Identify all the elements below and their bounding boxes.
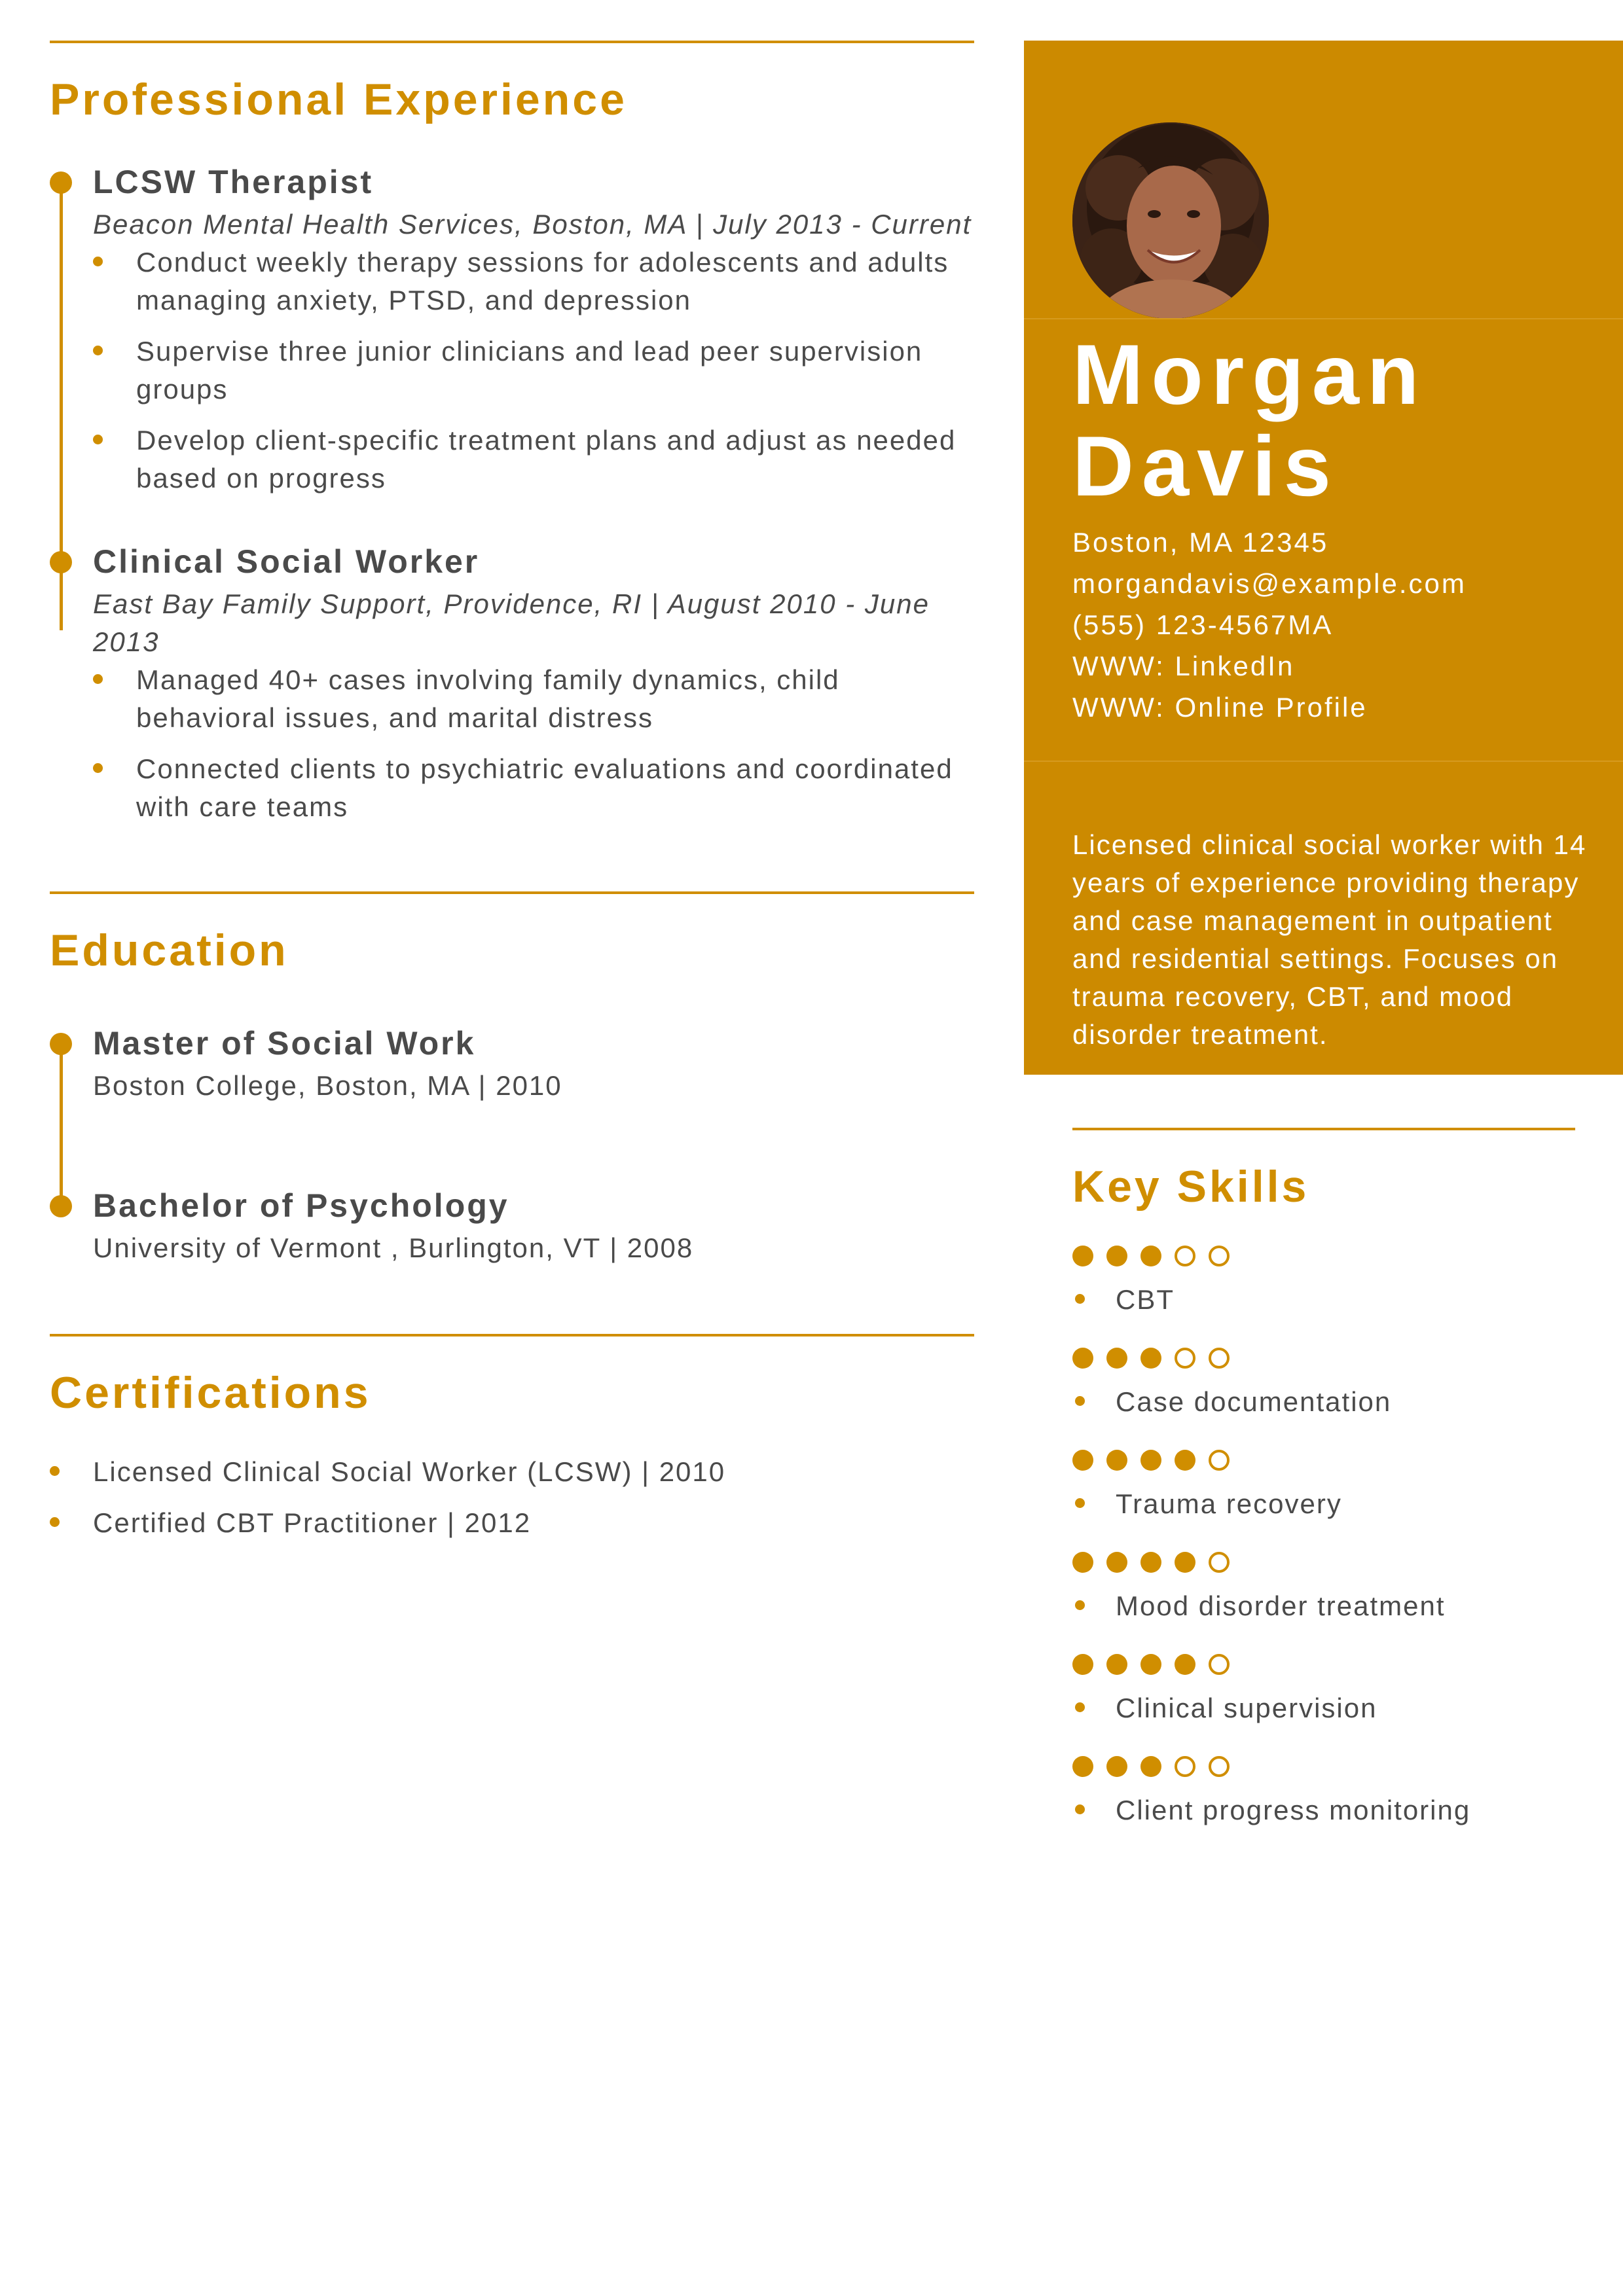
list-item: Conduct weekly therapy sessions for adolescents and adults managing anxiety, PTSD, and depression <box>93 243 974 319</box>
rating-dot-filled <box>1106 1450 1127 1471</box>
list-item: Licensed Clinical Social Worker (LCSW) | 2010 <box>50 1453 974 1491</box>
school: Boston College, Boston, MA | 2010 <box>93 1070 562 1101</box>
section-divider <box>1072 1128 1575 1130</box>
location: , Boston, MA <box>514 209 687 240</box>
experience-timeline <box>50 162 974 826</box>
skill-item <box>1072 1348 1575 1421</box>
panel-divider <box>1024 761 1623 762</box>
skills-section <box>1072 1128 1575 1829</box>
skill-item <box>1072 1450 1575 1523</box>
last-name: Davis <box>1072 418 1339 514</box>
job-title: LCSW Therapist <box>93 164 374 200</box>
rating-dot-filled <box>1106 1756 1127 1777</box>
rating-dot-filled <box>1140 1348 1161 1369</box>
rating-dot-empty <box>1209 1654 1230 1675</box>
rating-dot-filled <box>1140 1450 1161 1471</box>
main-column <box>50 41 974 1555</box>
skill-rating <box>1072 1756 1575 1777</box>
rating-dot-filled <box>1072 1756 1093 1777</box>
skill-name: Mood disorder treatment <box>1072 1587 1575 1625</box>
rating-dot-filled <box>1072 1348 1093 1369</box>
section-title-certifications: Certifications <box>50 1368 371 1418</box>
timeline-dot <box>50 1195 72 1217</box>
school: University of Vermont , Burlington, VT | 2008 <box>93 1232 694 1263</box>
rating-dot-empty <box>1175 1348 1195 1369</box>
skill-name: Client progress monitoring <box>1072 1791 1575 1829</box>
rating-dot-empty <box>1209 1450 1230 1471</box>
skill-name: Case documentation <box>1072 1383 1575 1421</box>
contact-info <box>1072 522 1467 728</box>
rating-dot-filled <box>1106 1348 1127 1369</box>
rating-dot-empty <box>1175 1246 1195 1266</box>
rating-dot-filled <box>1175 1654 1195 1675</box>
section-divider <box>50 891 974 894</box>
certification-list <box>50 1453 974 1542</box>
candidate-name <box>1072 329 1427 512</box>
skill-name: Trauma recovery <box>1072 1485 1575 1523</box>
rating-dot-filled <box>1072 1654 1093 1675</box>
rating-dot-filled <box>1140 1246 1161 1266</box>
panel-divider <box>1024 318 1623 319</box>
rating-dot-empty <box>1209 1756 1230 1777</box>
dates: | August 2010 - June 2013 <box>93 588 930 657</box>
website-link[interactable]: WWW: Online Profile <box>1072 692 1368 723</box>
rating-dot-filled <box>1106 1246 1127 1266</box>
section-title-skills: Key Skills <box>1072 1162 1309 1211</box>
list-item: Develop client-specific treatment plans and adjust as needed based on progress <box>93 422 974 497</box>
list-item: Supervise three junior clinicians and lead peer supervision groups <box>93 332 974 408</box>
rating-dot-filled <box>1175 1450 1195 1471</box>
rating-dot-empty <box>1209 1348 1230 1369</box>
rating-dot-filled <box>1140 1756 1161 1777</box>
list-item: Connected clients to psychiatric evaluations and coordinated with care teams <box>93 750 974 826</box>
profile-photo <box>1072 122 1269 319</box>
rating-dot-filled <box>1106 1552 1127 1573</box>
skill-item <box>1072 1246 1575 1319</box>
job-bullets <box>50 243 974 497</box>
company: East Bay Family Support <box>93 588 426 619</box>
first-name: Morgan <box>1072 327 1427 422</box>
list-item: Certified CBT Practitioner | 2012 <box>50 1504 974 1542</box>
job-meta <box>93 206 974 243</box>
education-entry <box>50 1186 974 1267</box>
rating-dot-filled <box>1072 1246 1093 1266</box>
address: Boston, MA 12345 <box>1072 527 1329 558</box>
rating-dot-filled <box>1072 1552 1093 1573</box>
rating-dot-empty <box>1175 1756 1195 1777</box>
rating-dot-filled <box>1072 1450 1093 1471</box>
phone: (555) 123-4567MA <box>1072 609 1334 640</box>
skill-rating <box>1072 1348 1575 1369</box>
section-divider <box>50 1334 974 1336</box>
job-title: Clinical Social Worker <box>93 543 480 580</box>
rating-dot-filled <box>1106 1654 1127 1675</box>
email-link[interactable]: morgandavis@example.com <box>1072 568 1467 599</box>
degree: Bachelor of Psychology <box>93 1187 509 1224</box>
skill-name: Clinical supervision <box>1072 1689 1575 1727</box>
location: , Providence, RI <box>426 588 642 619</box>
dates: | July 2013 - Current <box>686 209 972 240</box>
linkedin-link[interactable]: WWW: LinkedIn <box>1072 651 1295 681</box>
rating-dot-filled <box>1140 1654 1161 1675</box>
profile-panel <box>1024 41 1623 1075</box>
avatar-icon <box>1072 122 1269 319</box>
skill-rating <box>1072 1552 1575 1573</box>
section-title-experience: Professional Experience <box>50 75 627 124</box>
timeline-dot <box>50 171 72 194</box>
company: Beacon Mental Health Services <box>93 209 515 240</box>
rating-dot-filled <box>1140 1552 1161 1573</box>
job-meta <box>93 585 974 661</box>
skill-list <box>1072 1246 1575 1829</box>
rating-dot-filled <box>1175 1552 1195 1573</box>
education-timeline <box>50 1024 974 1267</box>
experience-entry <box>50 162 974 243</box>
profile-summary: Licensed clinical social worker with 14 years of experience providing therapy and case management in outpatient and residential settings. Focuses on trauma recovery, CBT, and mood disorder treatment. <box>1072 829 1587 1050</box>
timeline-dot <box>50 1033 72 1055</box>
skill-rating <box>1072 1246 1575 1266</box>
education-entry <box>50 1024 974 1105</box>
experience-entry <box>50 542 974 661</box>
job-bullets <box>50 661 974 826</box>
skill-item <box>1072 1552 1575 1625</box>
rating-dot-empty <box>1209 1246 1230 1266</box>
skill-rating <box>1072 1654 1575 1675</box>
section-divider <box>50 41 974 43</box>
timeline-dot <box>50 551 72 573</box>
list-item: Managed 40+ cases involving family dynamics, child behavioral issues, and marital distress <box>93 661 974 737</box>
rating-dot-empty <box>1209 1552 1230 1573</box>
section-title-education: Education <box>50 925 289 975</box>
degree: Master of Social Work <box>93 1025 476 1062</box>
skill-item <box>1072 1654 1575 1727</box>
skill-name: CBT <box>1072 1281 1575 1319</box>
skill-item <box>1072 1756 1575 1829</box>
skill-rating <box>1072 1450 1575 1471</box>
